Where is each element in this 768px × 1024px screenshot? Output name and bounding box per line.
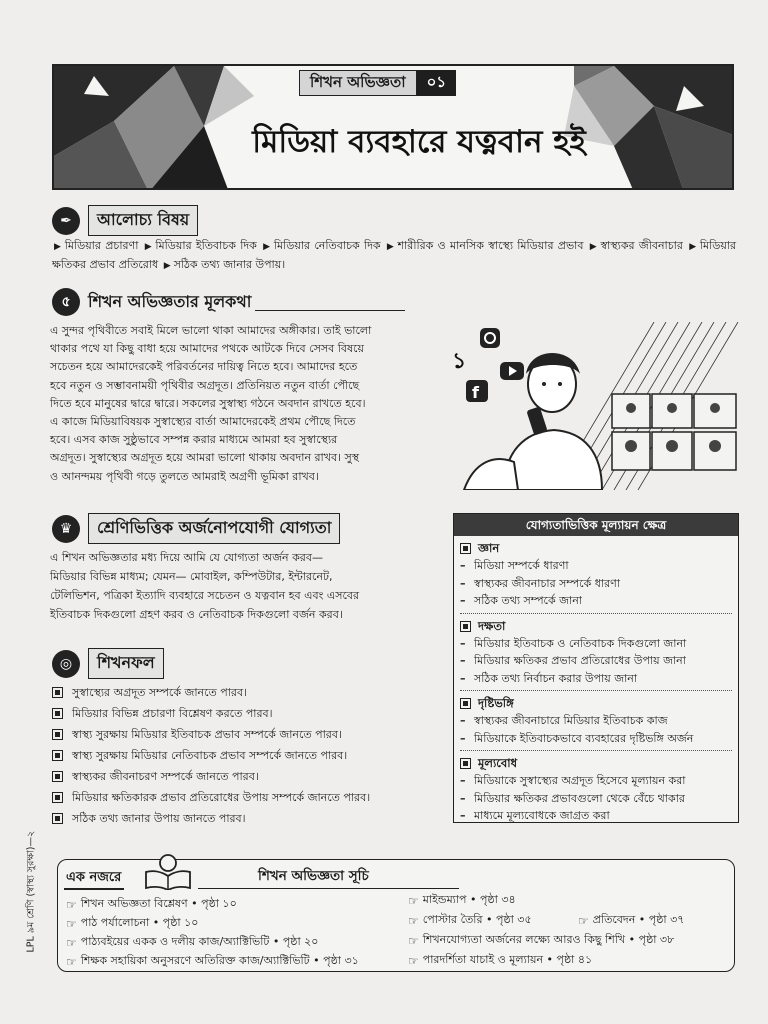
glance-item-text: শিখন অভিজ্ঞতা বিশ্লেষণ • পৃষ্ঠা ১০	[80, 897, 237, 910]
chapter-banner	[52, 64, 734, 190]
evaluation-item	[460, 730, 732, 748]
glance-item	[408, 951, 592, 970]
evaluation-item	[460, 670, 732, 688]
dash-bullet: –	[460, 791, 466, 805]
evaluation-item-text: স্বাস্থ্যকর জীবনাচারে মিডিয়ার ইতিবাচক কাজ	[474, 714, 668, 727]
glance-box	[57, 859, 735, 972]
evaluation-item	[460, 575, 732, 593]
evaluation-group-title	[460, 540, 732, 557]
paragraph-line: অগ্রদূত। সুস্বাস্থ্যের অগ্রদূত হয়ে আমরা ভালো থাকায় অবদান রাখব। সুস্থ	[50, 451, 360, 465]
evaluation-group-label: দক্ষতা	[478, 618, 506, 633]
pointing-hand-icon: ☞	[408, 913, 419, 928]
triangle-bullet-icon: ▶	[263, 242, 271, 252]
square-bullet-icon	[52, 771, 63, 782]
triangle-bullet-icon: ▶	[54, 242, 62, 252]
evaluation-item	[460, 652, 732, 670]
dash-bullet: –	[460, 594, 466, 607]
evaluation-item-text: সঠিক তথ্য নির্বাচন করার উপায় জানা	[474, 671, 638, 685]
dash-bullet: –	[460, 654, 466, 667]
outcome-item	[52, 766, 432, 787]
experience-tag-number: ০১	[417, 70, 457, 96]
glance-item	[408, 931, 674, 950]
dash-bullet: –	[460, 731, 466, 745]
glance-item-text: পোস্টার তৈরি • পৃষ্ঠা ৩৫	[422, 913, 532, 926]
svg-text:f: f	[472, 383, 479, 402]
paragraph-line: সচেতন হয়ে আমাদেরকেই পরিবর্তনের দায়িত্ব নিতে হবে। আমাদের হতে	[50, 360, 358, 374]
pointing-hand-icon: ☞	[66, 954, 77, 969]
square-bullet-icon	[52, 687, 63, 698]
evaluation-group-title	[460, 618, 732, 635]
square-bullet-icon	[460, 758, 471, 769]
glance-item-text: পাঠ্যবইয়ের একক ও দলীয় কাজ/অ্যাক্টিভিটি • পৃষ্ঠা ২০	[80, 935, 319, 948]
chapter-title: মিডিয়া ব্যবহারে যত্নবান হই	[252, 124, 586, 160]
evaluation-group	[454, 618, 738, 688]
pointing-hand-icon: ☞	[66, 897, 77, 912]
topics-heading: আলোচ্য বিষয়	[88, 205, 198, 236]
square-bullet-icon	[52, 750, 63, 761]
triangle-bullet-icon: ▶	[589, 242, 598, 252]
evaluation-item-text: মিডিয়ার ক্ষতিকর প্রভাবগুলো থেকে বেঁচে থাকার	[474, 791, 685, 805]
glance-header	[58, 864, 734, 892]
topic-item: সঠিক তথ্য জানার উপায়।	[173, 258, 286, 271]
paragraph-line: ইতিবাচক দিকগুলো গ্রহণ করব ও নেতিবাচক দিকগুলো বর্জন করব।	[50, 608, 343, 621]
competency-heading: শ্রেণিভিত্তিক অর্জনোপযোগী যোগ্যতা	[88, 513, 340, 544]
competency-paragraph	[50, 548, 430, 624]
evaluation-group-label: জ্ঞান	[478, 541, 500, 555]
square-bullet-icon	[460, 698, 471, 709]
pointing-hand-icon: ☞	[578, 913, 589, 928]
square-bullet-icon	[52, 813, 63, 824]
ribbon-icon: ৫	[52, 288, 80, 316]
glance-item	[408, 911, 532, 930]
evaluation-group-label: দৃষ্টিভঙ্গি	[478, 696, 514, 710]
evaluation-heading: যোগ্যতাভিত্তিক মূল্যায়ন ক্ষেত্র	[454, 514, 738, 536]
glance-item	[408, 891, 516, 910]
topics-header	[52, 205, 742, 236]
dash-bullet: –	[460, 559, 466, 572]
outcome-text: মিডিয়ার ক্ষতিকারক প্রভাব প্রতিরোধের উপায় সম্পর্কে জানতে পারব।	[72, 791, 371, 804]
glance-item	[66, 895, 237, 914]
glance-item	[578, 911, 684, 930]
evaluation-item-text: স্বাস্থ্যকর জীবনাচার সম্পর্কে ধারণা	[474, 576, 621, 590]
topic-item: স্বাস্থ্যকর জীবনাচার	[600, 239, 683, 252]
square-bullet-icon	[52, 708, 63, 719]
outcomes-list	[52, 682, 432, 829]
triangle-bullet-icon: ▶	[386, 242, 395, 252]
glance-item-text: প্রতিবেদন • পৃষ্ঠা ৩৭	[592, 913, 685, 926]
dash-bullet: –	[460, 576, 466, 590]
outcome-text: স্বাস্থ্য সুরক্ষায় মিডিয়ার নেতিবাচক প্রভাব সম্পর্কে জানতে পারব।	[72, 749, 348, 762]
evaluation-item-text: মিডিয়ার ইতিবাচক ও নেতিবাচক দিকগুলো জানা	[474, 636, 687, 650]
pointing-hand-icon: ☞	[408, 893, 419, 908]
outcome-text: স্বাস্থ্য সুরক্ষায় মিডিয়ার ইতিবাচক প্রভাব সম্পর্কে জানতে পারব।	[72, 728, 342, 741]
pointing-hand-icon: ☞	[408, 933, 419, 948]
topics-list	[52, 237, 736, 275]
topic-item: মিডিয়ার প্রচারণা	[64, 239, 139, 252]
glance-item	[66, 933, 318, 952]
glance-item-text: শিখনযোগ্যতা অর্জনের লক্ষ্যে আরও কিছু শিখি • পৃষ্ঠা ৩৮	[422, 933, 675, 946]
glance-left-label: এক নজরে	[66, 870, 122, 885]
camera-app-icon	[480, 328, 500, 348]
dash-bullet: –	[460, 774, 466, 787]
outcome-text: সুস্বাস্থ্যের অগ্রদূত সম্পর্কে জানতে পারব।	[72, 686, 248, 699]
evaluation-item-text: মাধ্যমে মূল্যবোধকে জাগ্রত করা	[474, 809, 610, 822]
dash-bullet: –	[460, 714, 466, 727]
dash-bullet: –	[460, 671, 466, 685]
evaluation-group	[454, 755, 738, 825]
glance-item-text: পারদর্শিতা যাচাই ও মূল্যায়ন • পৃষ্ঠা ৪১	[422, 953, 593, 966]
evaluation-group-label: মূল্যবোধ	[478, 756, 518, 770]
evaluation-divider	[460, 690, 732, 691]
evaluation-item	[460, 772, 732, 790]
trophy-icon: ♛	[52, 515, 80, 543]
core-header	[52, 288, 405, 316]
outcome-item	[52, 703, 432, 724]
outcome-item	[52, 745, 432, 766]
outcome-item	[52, 724, 432, 745]
evaluation-divider	[460, 750, 732, 751]
outcome-text: সঠিক তথ্য জানার উপায় জানতে পারব।	[72, 812, 246, 825]
evaluation-group	[454, 540, 738, 610]
pointing-hand-icon: ☞	[66, 916, 77, 931]
outcomes-heading: শিখনফল	[88, 648, 164, 679]
glance-center-label: শিখন অভিজ্ঞতা সূচি	[198, 865, 459, 889]
paragraph-line: টেলিভিশন, পত্রিকা ইত্যাদি ব্যবহারে সচেতন ও যত্নবান হব এবং এসবের	[50, 589, 360, 602]
square-bullet-icon	[52, 729, 63, 740]
experience-tag-label: শিখন অভিজ্ঞতা	[299, 70, 417, 96]
topic-item: মিডিয়ার ক্ষতিকর প্রভাব প্রতিরোধ	[52, 239, 737, 271]
outcome-text: স্বাস্থ্যকর জীবনাচরণ সম্পর্কে জানতে পারব।	[72, 770, 259, 783]
triangle-bullet-icon: ▶	[689, 242, 697, 252]
triangle-bullet-icon: ▶	[163, 261, 171, 271]
evaluation-item	[460, 790, 732, 808]
evaluation-groups	[454, 540, 738, 825]
reader-book-icon	[142, 854, 194, 890]
paragraph-line: এ শিখন অভিজ্ঞতার মধ্য দিয়ে আমি যে যোগ্যতা অর্জন করব—	[50, 551, 323, 564]
experience-tag	[299, 70, 456, 96]
evaluation-item-text: মিডিয়া সম্পর্কে ধারণা	[474, 559, 569, 572]
evaluation-group-title	[460, 695, 732, 712]
paragraph-line: থাকার পথে যা কিছু বাধা হয়ে আমাদের পথকে আটকে দিবে সেসব বিষয়ে	[50, 342, 364, 356]
evaluation-group	[454, 695, 738, 747]
outcome-item	[52, 682, 432, 703]
square-bullet-icon	[460, 621, 471, 632]
core-heading-rule	[255, 310, 405, 311]
topic-item: মিডিয়ার ইতিবাচক দিক	[155, 239, 257, 252]
outcome-item	[52, 787, 432, 808]
outcome-text: মিডিয়ার বিভিন্ন প্রচারণা বিশ্লেষণ করতে পারব।	[72, 707, 273, 720]
paragraph-line: এ সুন্দর পৃথিবীতে সবাই মিলে ভালো থাকা আমাদের অঙ্গীকার। তাই ভালো	[50, 324, 372, 337]
dash-bullet: –	[460, 809, 466, 822]
media-use-illustration	[434, 322, 740, 490]
evaluation-item	[460, 592, 732, 610]
dash-bullet: –	[460, 636, 466, 650]
evaluation-item-text: মিডিয়ার ক্ষতিকর প্রভাব প্রতিরোধের উপায় জানা	[474, 654, 686, 667]
illustration-numeral: ১	[452, 349, 467, 374]
triangle-bullet-icon: ▶	[144, 242, 153, 252]
glance-left-rule	[64, 888, 124, 890]
pointing-hand-icon: ☞	[66, 935, 77, 950]
evaluation-divider	[460, 613, 732, 614]
topic-item: মিডিয়ার নেতিবাচক দিক	[273, 239, 381, 252]
outcomes-header	[52, 648, 164, 679]
outcome-item	[52, 808, 432, 829]
square-bullet-icon	[460, 543, 471, 554]
core-heading: শিখন অভিজ্ঞতার মূলকথা	[88, 291, 252, 311]
evaluation-item-text: মিডিয়াকে সুস্বাস্থ্যের অগ্রদূত হিসেবে মূল্যায়ন করা	[474, 774, 686, 787]
paragraph-line: মিডিয়ার বিভিন্ন মাধ্যম; যেমন— মোবাইল, কম্পিউটার, ইন্টারনেট,	[50, 570, 333, 583]
paragraph-line: দিতে হবে মানুষের দ্বারে দ্বারে। সকলের সুস্বাস্থ্য গঠনে অবদান রাখতে হবে।	[50, 396, 366, 410]
glance-item-text: শিক্ষক সহায়িকা অনুসরণে অতিরিক্ত কাজ/অ্যাক্টিভিটি • পৃষ্ঠা ৩১	[80, 954, 359, 967]
evaluation-item	[460, 635, 732, 653]
evaluation-box	[453, 513, 739, 823]
paragraph-line: এ কাজে মিডিয়াবিষয়ক সুস্বাস্থ্যের বার্তা আমাদেরকেই প্রথম পৌছে দিতে	[50, 415, 356, 429]
competency-header	[52, 513, 340, 544]
evaluation-item-text: মিডিয়াকে ইতিবাচকভাবে ব্যবহারের দৃষ্টিভঙ্গি অর্জন	[474, 731, 694, 745]
evaluation-group-title	[460, 755, 732, 772]
paragraph-line: হবে। এসব কাজ সুষ্ঠুভাবে সম্পন্ন করার মাধ্যমে আমরা হব সুস্বাস্থ্যের	[50, 433, 338, 447]
evaluation-item	[460, 712, 732, 730]
core-paragraph	[50, 322, 430, 486]
glance-item	[66, 952, 359, 971]
evaluation-item	[460, 557, 732, 575]
glance-item-text: পাঠ পর্যালোচনা • পৃষ্ঠা ১০	[80, 916, 199, 929]
glance-item	[66, 914, 198, 933]
square-bullet-icon	[52, 792, 63, 803]
evaluation-item	[460, 807, 732, 825]
topic-item: শারীরিক ও মানসিক স্বাস্থ্যে মিডিয়ার প্রভাব	[397, 239, 584, 252]
evaluation-item-text: সঠিক তথ্য সম্পর্কে জানা	[474, 594, 582, 607]
glance-item-text: মাইন্ডম্যাপ • পৃষ্ঠা ৩৪	[422, 893, 516, 906]
paragraph-line: হবে নতুন ও সম্ভাবনাময়ী পৃথিবীর অগ্রদূত। প্রতিনিয়ত নতুন বার্তা পৌছে	[50, 378, 360, 392]
pointing-hand-icon: ☞	[408, 953, 419, 968]
pen-nib-icon: ✒	[52, 207, 80, 235]
target-icon: ◎	[52, 650, 80, 678]
paragraph-line: ও আনন্দময় পৃথিবী গড়ে তুলতে আমরাই অগ্রণী ভূমিকা রাখব।	[50, 469, 319, 483]
side-page-label: LPL ৯ম শ্রেণি (স্বাস্থ্য সুরক্ষা)—২	[25, 830, 37, 953]
